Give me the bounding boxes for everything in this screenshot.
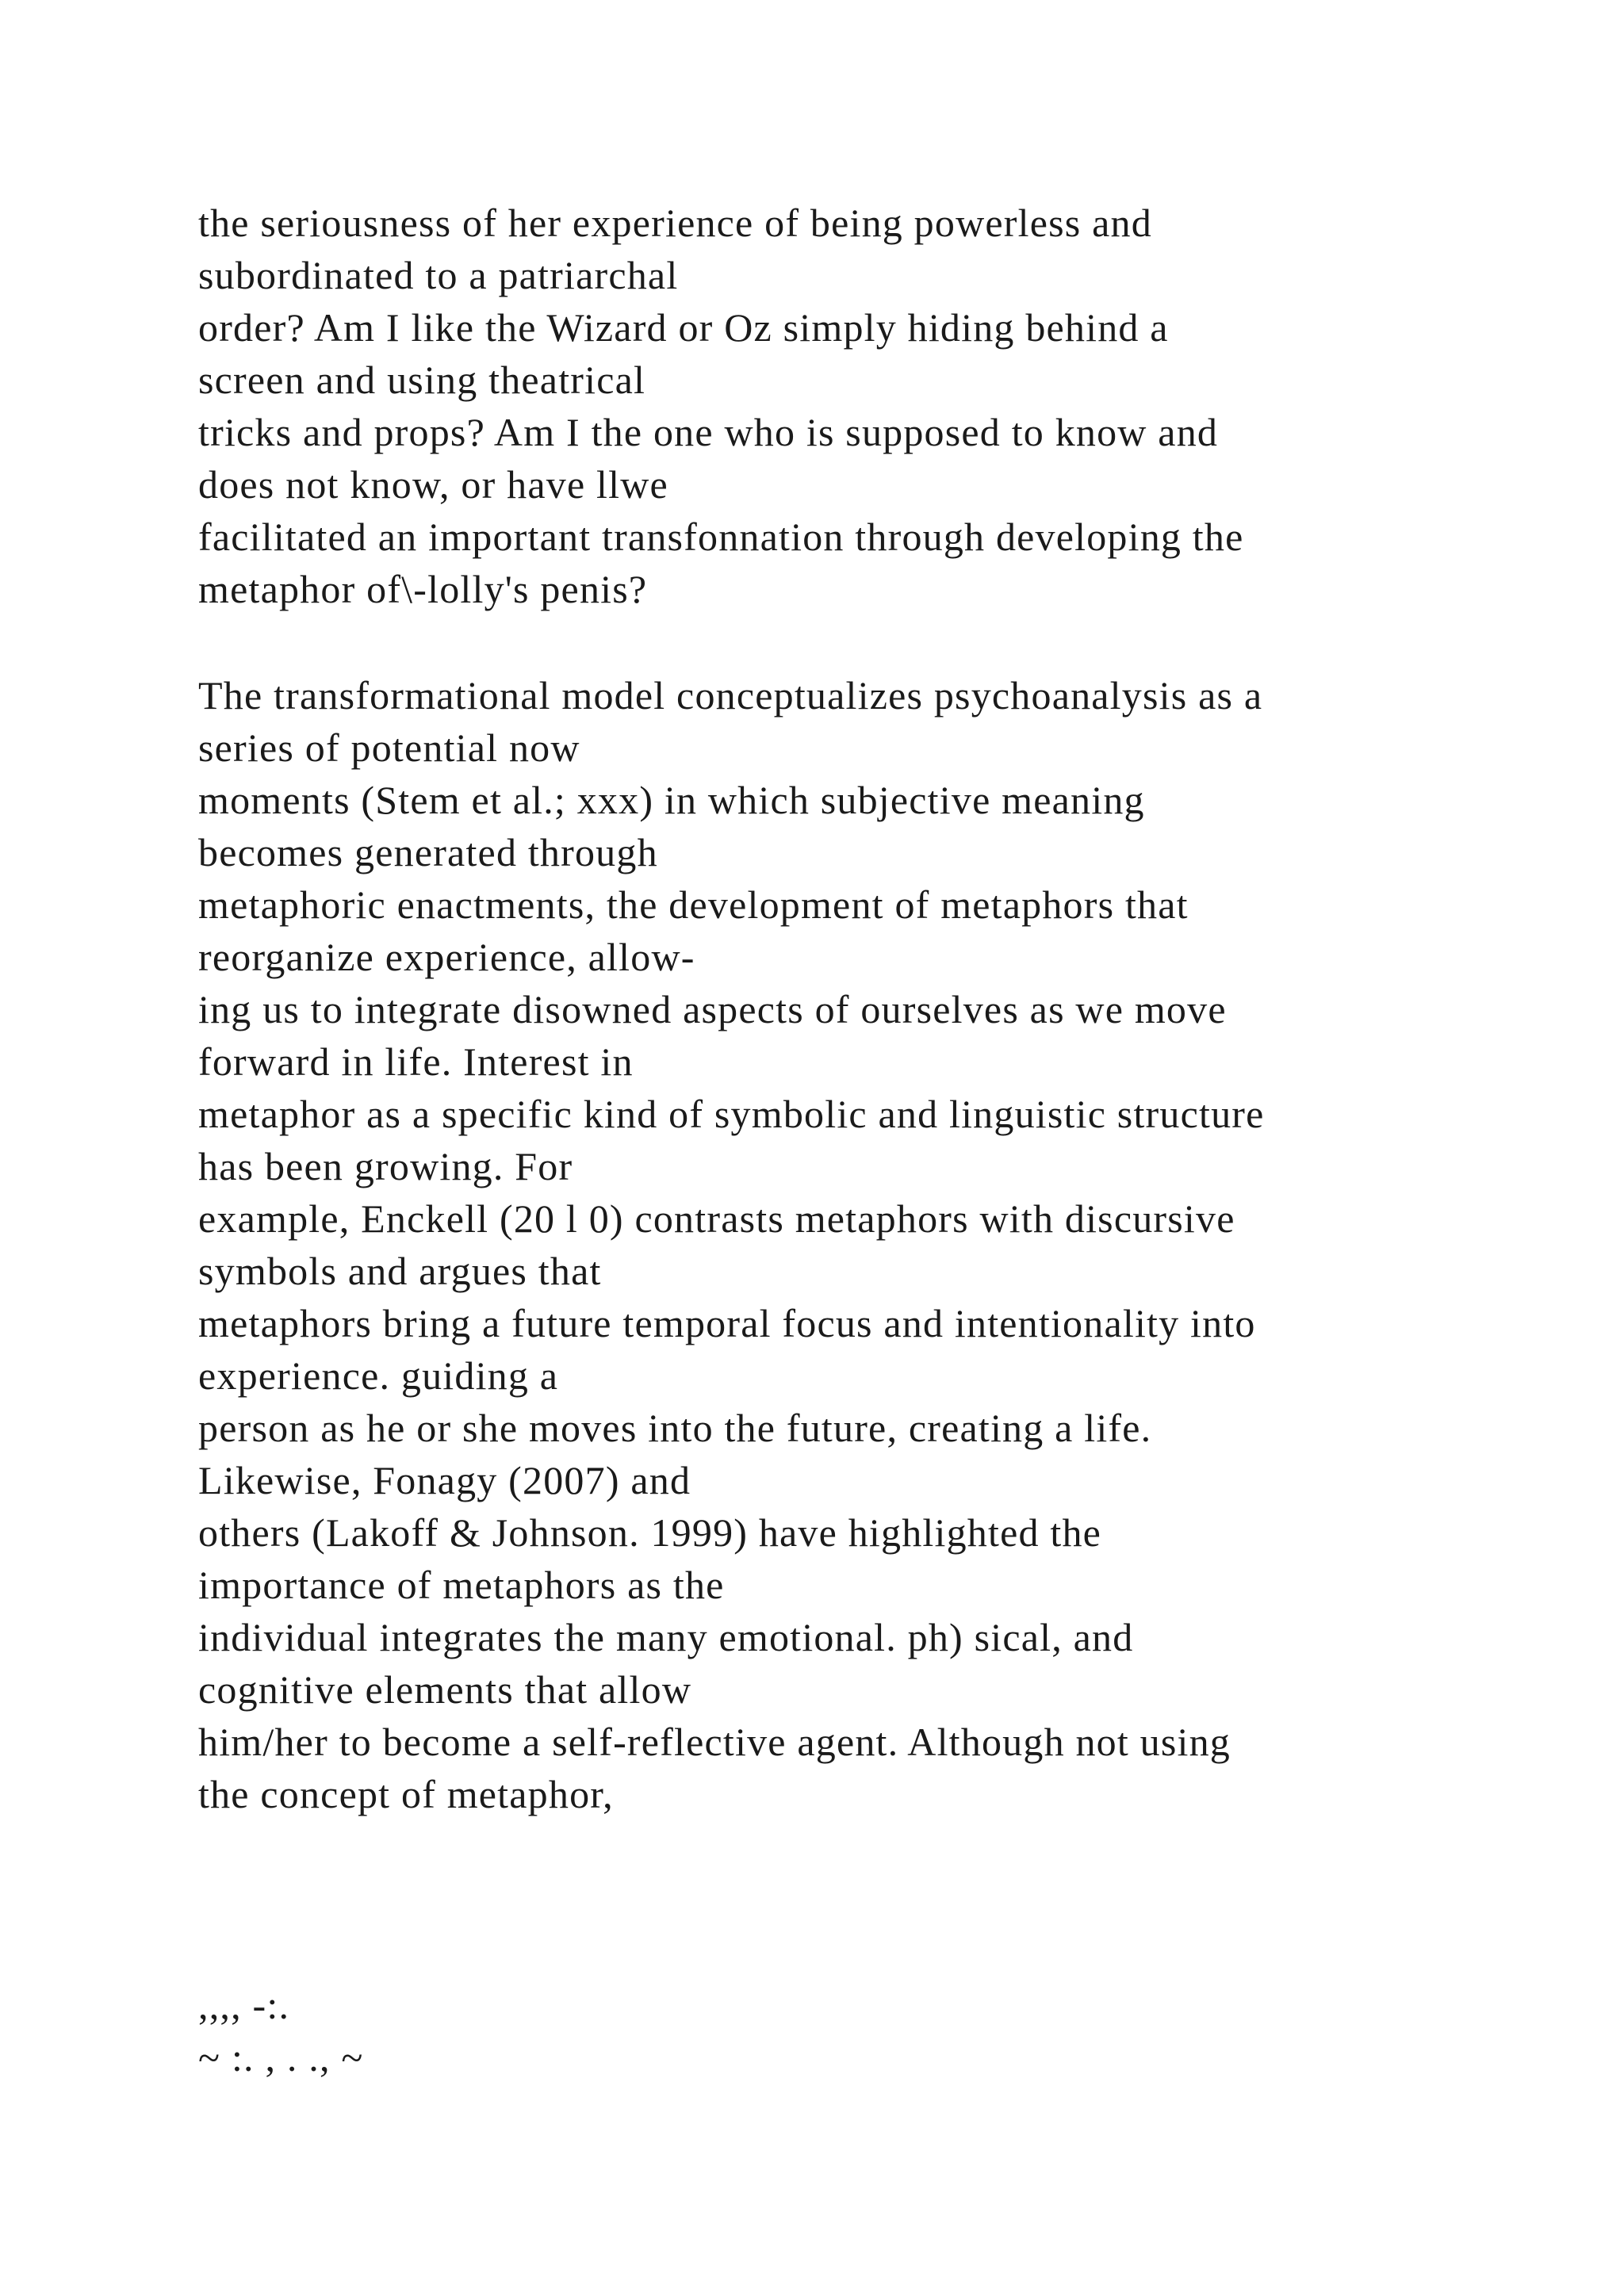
text-line: forward in life. Interest in — [198, 1039, 634, 1084]
text-line: metaphoric enactments, the development of metaphors that — [198, 882, 1189, 927]
text-line: the seriousness of her experience of being powerless and — [198, 201, 1152, 245]
text-line: The transformational model conceptualizes psychoanalysis as a — [198, 673, 1263, 718]
text-line: Likewise, Fonagy (2007) and — [198, 1458, 691, 1502]
text-line: ing us to integrate disowned aspects of ourselves as we move — [198, 987, 1227, 1031]
text-line: screen and using theatrical — [198, 358, 646, 402]
ocr-artifact-marks — [198, 1979, 1546, 2084]
text-line: does not know, or have llwe — [198, 462, 668, 507]
text-line: metaphor as a specific kind of symbolic and linguistic structure — [198, 1092, 1265, 1136]
text-line: symbols and argues that — [198, 1249, 602, 1293]
text-line: order? Am I like the Wizard or Oz simply hiding behind a — [198, 305, 1169, 350]
text-line: subordinated to a patriarchal — [198, 253, 679, 297]
text-line: reorganize experience, allow- — [198, 935, 695, 979]
text-line: has been growing. For — [198, 1144, 573, 1188]
text-line: cognitive elements that allow — [198, 1667, 692, 1712]
text-line: moments (Stem et al.; xxx) in which subjective meaning — [198, 778, 1145, 822]
text-line: example, Enckell (20 l 0) contrasts metaphors with discursive — [198, 1196, 1235, 1241]
text-line: series of potential now — [198, 725, 580, 770]
paragraph-1 — [198, 197, 1546, 615]
text-line: person as he or she moves into the future, creating a life. — [198, 1406, 1152, 1450]
paragraph-2 — [198, 669, 1546, 1820]
text-line: tricks and props? Am I the one who is supposed to know and — [198, 410, 1219, 454]
text-line: facilitated an important transfonnation through developing the — [198, 515, 1244, 559]
text-line: metaphor of\-lolly's penis? — [198, 567, 648, 611]
text-line: others (Lakoff & Johnson. 1999) have highlighted the — [198, 1510, 1102, 1555]
text-line: metaphors bring a future temporal focus and intentionality into — [198, 1301, 1256, 1345]
artifact-line: ,,,, -:. — [198, 1983, 290, 2027]
text-line: him/her to become a self-reflective agent. Although not using — [198, 1720, 1231, 1764]
artifact-line: ~ :. , . ., ~ — [198, 2035, 364, 2080]
text-line: individual integrates the many emotional. ph) sical, and — [198, 1615, 1134, 1659]
text-line: becomes generated through — [198, 830, 658, 874]
text-line: the concept of metaphor, — [198, 1772, 614, 1816]
text-line: experience. guiding a — [198, 1353, 559, 1398]
text-line: importance of metaphors as the — [198, 1563, 725, 1607]
